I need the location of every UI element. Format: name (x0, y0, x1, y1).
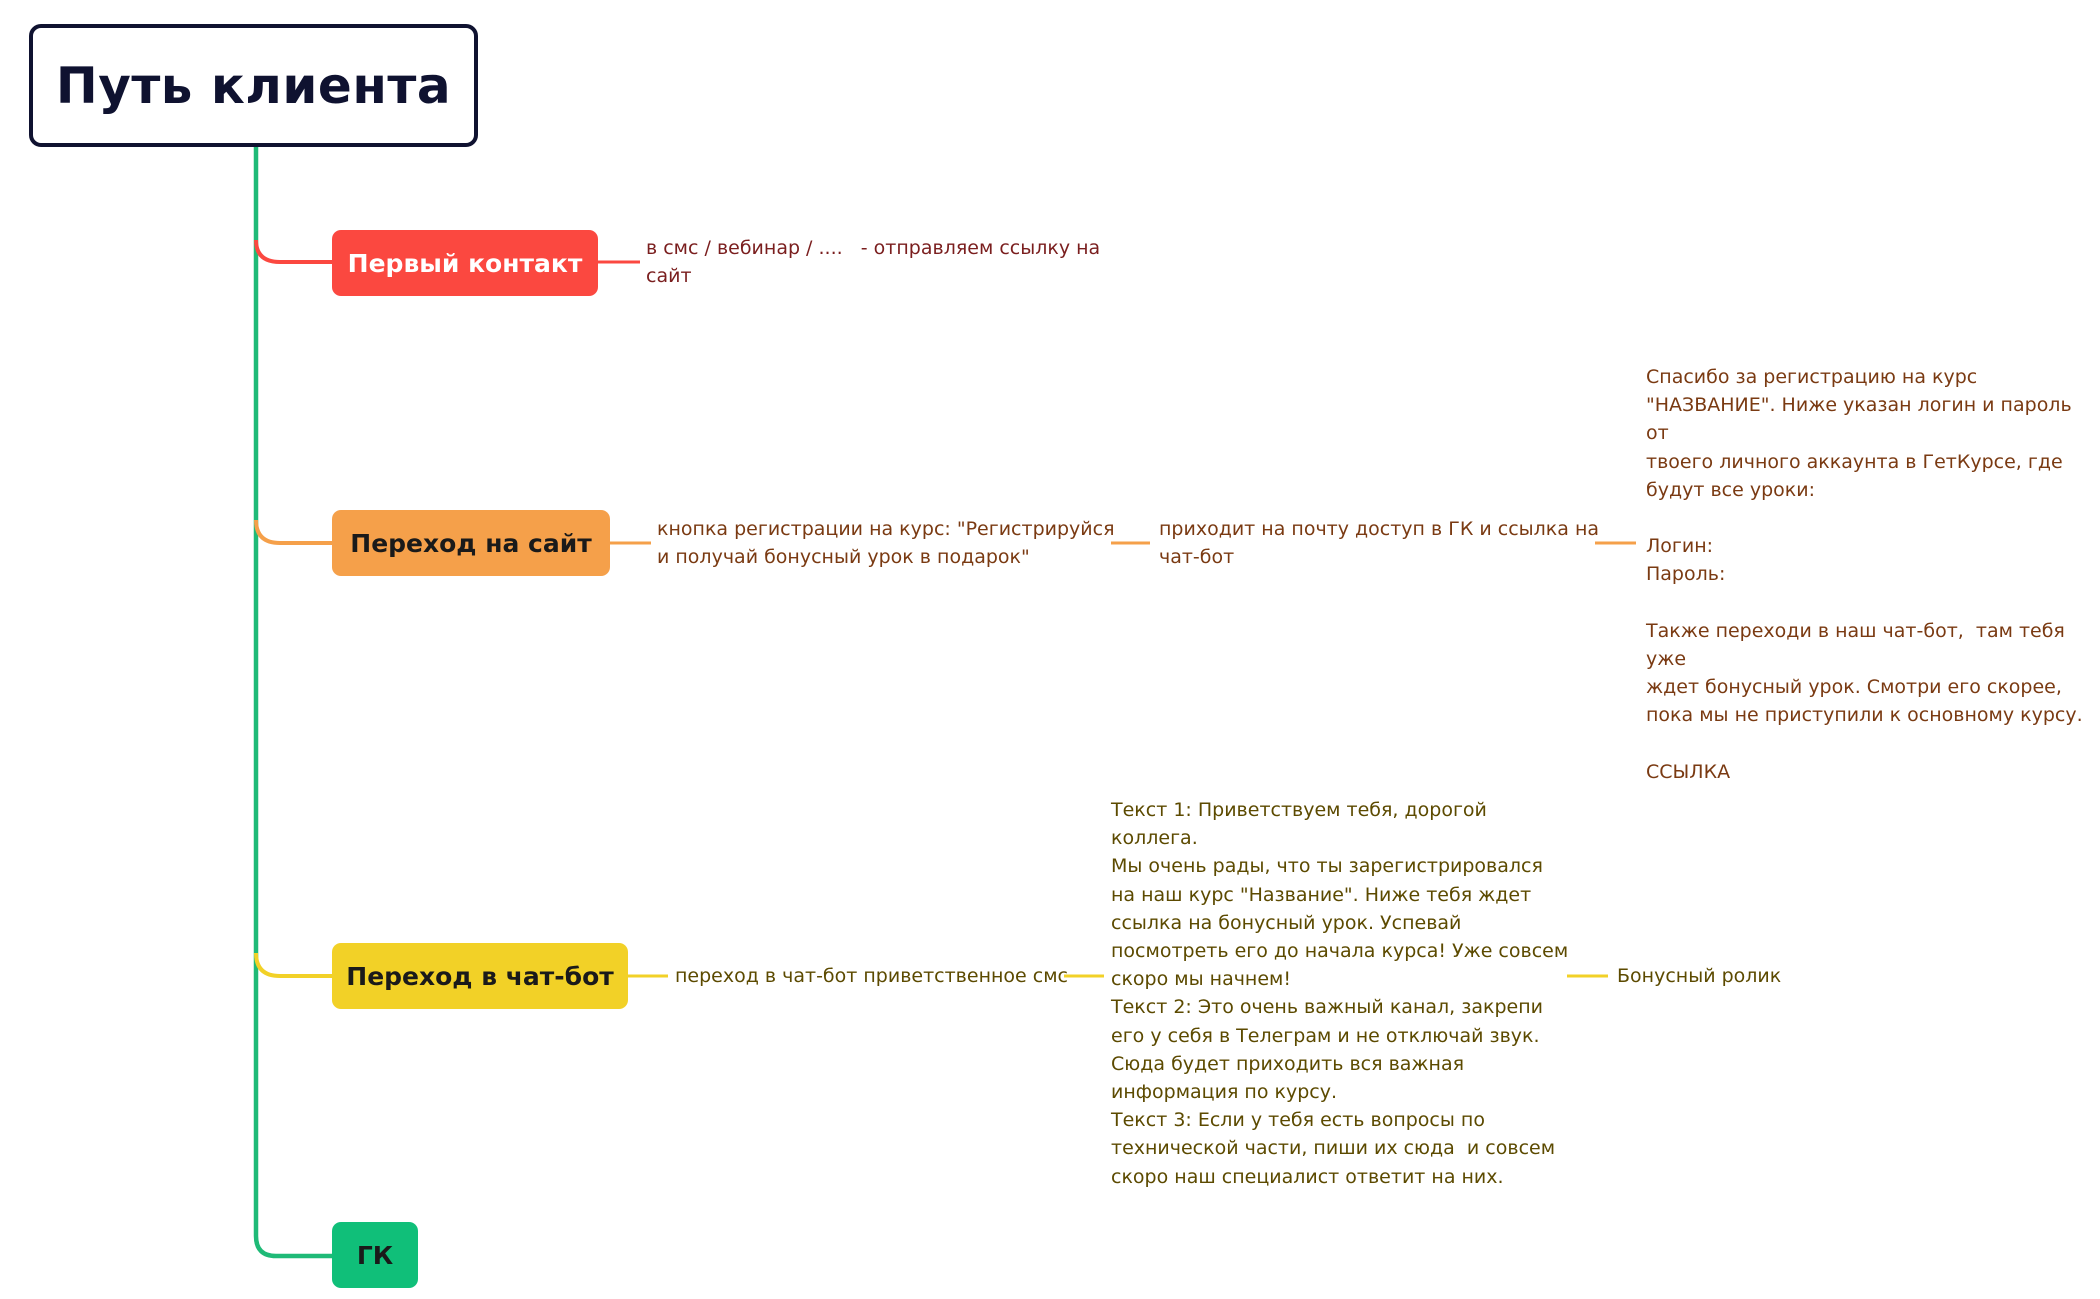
subtopic-registration-button[interactable]: кнопка регистрации на курс: "Регистрируйся и получай бонусный урок в подарок" (657, 518, 1115, 569)
topic-label: ГК (356, 1240, 394, 1270)
topic-label: Переход в чат-бот (346, 961, 614, 991)
topic-label: Переход на сайт (350, 528, 592, 558)
topic-label: Первый контакт (347, 248, 583, 278)
subtopic-welcome-sms[interactable]: переход в чат-бот приветственное смс (675, 965, 1068, 987)
topic-gk[interactable] (332, 1222, 418, 1288)
subtopic-bonus-video[interactable]: Бонусный ролик (1617, 965, 1782, 987)
branch-connector-first-contact (256, 240, 334, 262)
subtopic-first-contact-channels[interactable]: в смс / вебинар / .... - отправляем ссылку на сайт (646, 237, 1101, 288)
topic-go-to-chatbot[interactable] (332, 943, 628, 1009)
root-topic[interactable] (29, 24, 478, 147)
branch-connector-chatbot (256, 953, 334, 976)
root-title: Путь клиента (55, 56, 452, 115)
subtopic-email-access[interactable]: приходит на почту доступ в ГК и ссылка на чат-бот (1159, 518, 1600, 569)
trunk-line (256, 147, 334, 1256)
topic-first-contact[interactable] (332, 230, 598, 296)
subtopic-registration-email-text[interactable]: Спасибо за регистрацию на курс "НАЗВАНИЕ". Ниже указан логин и пароль от твоего личного аккаунта в ГетКурсе, где будут все уроки: Логин: Пароль: Также переходи в наш чат-бот, там тебя уже ждет бонусный урок. Смотри его скорее, пока мы не приступили к основному курсу. ССЫЛКА (1646, 366, 2083, 783)
subtopic-chatbot-texts[interactable]: Текст 1: Приветствуем тебя, дорогой коллега. Мы очень рады, что ты зарегистрировался на наш курс "Название". Ниже тебя ждет ссылка на бонусный урок. Успевай посмотреть его до начала курса! Уже совсем скоро мы начнем! Текст 2: Это очень важный канал, закрепи его у себя в Телеграм и не отключай звук. Сюда будет приходить вся важная информация по курсу. Текст 3: Если у тебя есть вопросы по технической части, пиши их сюда и совсем скоро наш специалист ответит на них. (1111, 799, 1569, 1188)
branch-connector-site (256, 520, 334, 543)
topic-go-to-site[interactable] (332, 510, 610, 576)
